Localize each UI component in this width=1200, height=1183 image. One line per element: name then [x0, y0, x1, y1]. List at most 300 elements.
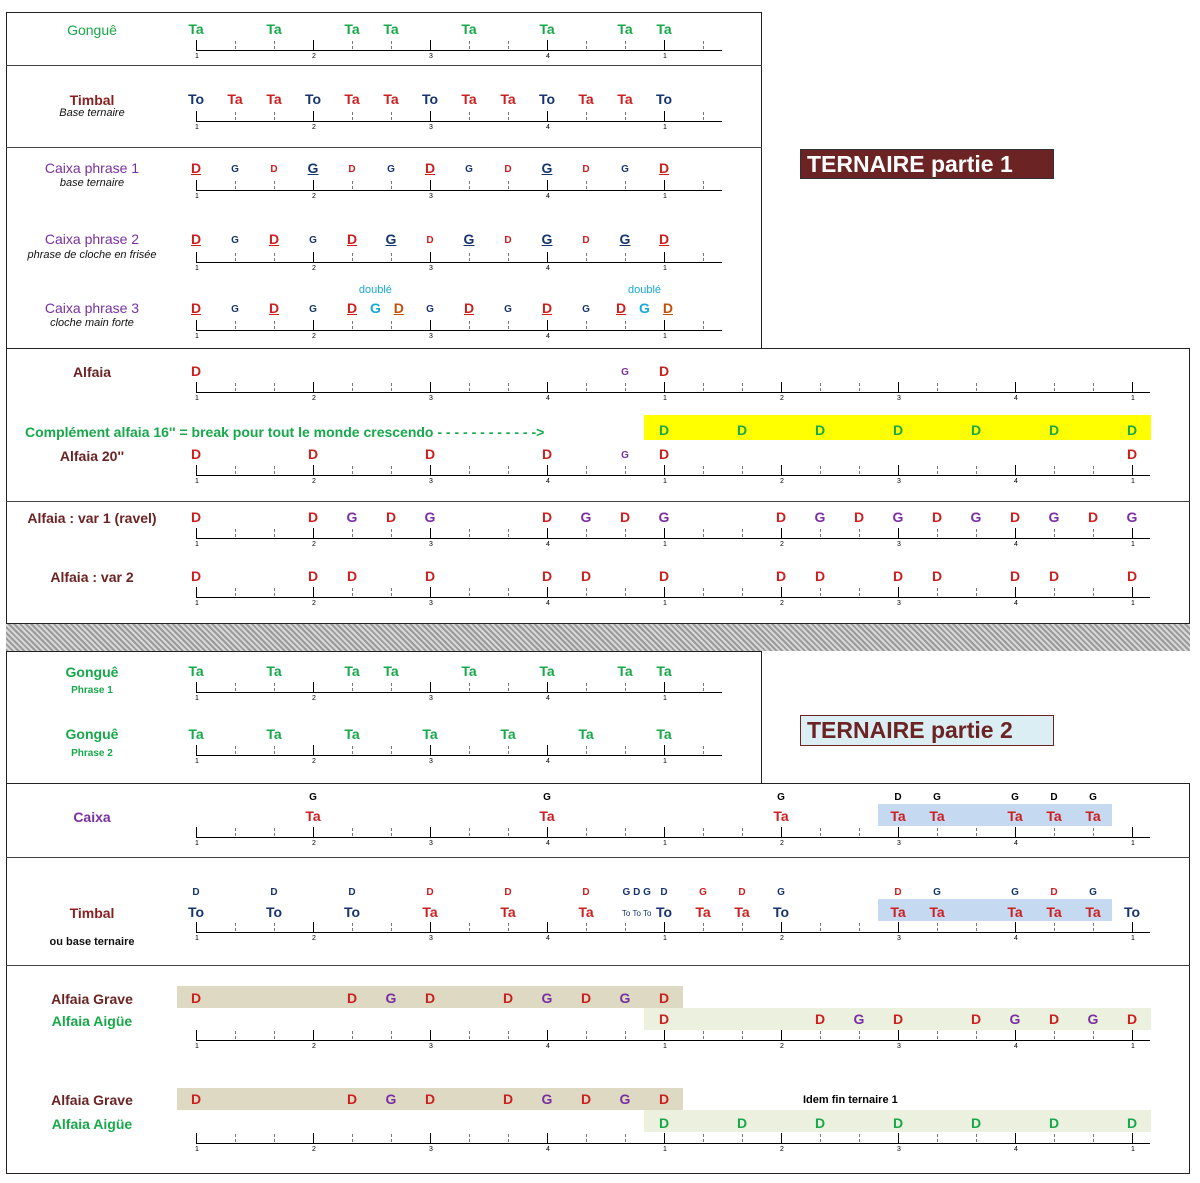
subdivision-tick [1054, 1134, 1055, 1142]
stroke-ta: Ta [539, 663, 555, 679]
beat-number: 2 [312, 265, 316, 272]
subdivision-tick [235, 923, 236, 931]
beat-tick [1132, 1133, 1133, 1143]
stroke-d: D [616, 300, 627, 316]
subdivision-tick [469, 1134, 470, 1142]
subdivision-tick [1093, 1031, 1094, 1039]
beat-tick [1132, 922, 1133, 932]
beat-number: 1 [663, 193, 667, 200]
stroke-to: To [421, 91, 439, 107]
stroke-d: D [660, 887, 668, 898]
beat-tick [430, 40, 431, 50]
stroke-g: G [504, 304, 512, 315]
stroke-to: To [265, 904, 283, 920]
stroke-d: D [190, 231, 202, 247]
stroke-ta: Ta [890, 904, 906, 920]
stroke-g: G [387, 164, 395, 175]
subdivision-tick [235, 683, 236, 691]
stroke-d: D [738, 887, 746, 898]
subdivision-tick [820, 923, 821, 931]
beat-number: 3 [897, 395, 901, 402]
stroke-d: D [736, 422, 748, 438]
stroke-to: To [1123, 904, 1141, 920]
subdivision-tick [352, 1134, 353, 1142]
stroke-ta: Ta [344, 663, 360, 679]
beat-number: 1 [663, 1146, 667, 1153]
separator [6, 501, 1190, 502]
stroke-d: D [931, 509, 943, 525]
subdivision-tick [469, 41, 470, 49]
beat-tick [196, 465, 197, 475]
subdivision-tick [586, 1031, 587, 1039]
subdivision-tick [625, 321, 626, 329]
beat-tick [898, 528, 899, 538]
stroke-ta: Ta [929, 904, 945, 920]
stroke-d: D [348, 887, 356, 898]
subdivision-tick [625, 383, 626, 391]
subdivision-tick [703, 828, 704, 836]
beat-tick [898, 922, 899, 932]
beat-tick [547, 587, 548, 597]
stroke-ta: Ta [656, 663, 672, 679]
separator [6, 965, 1190, 966]
stroke-d: D [424, 990, 436, 1006]
stroke-d: D [582, 887, 590, 898]
subdivision-tick [508, 1031, 509, 1039]
stroke-d: D [658, 1091, 670, 1107]
beat-tick [313, 180, 314, 190]
stroke-ta: Ta [1046, 808, 1062, 824]
separator [6, 857, 1190, 858]
staff-line [196, 392, 1150, 393]
stroke-d: D [426, 235, 434, 246]
staff-line [196, 932, 1150, 933]
beat-tick [196, 320, 197, 330]
beat-tick [1015, 382, 1016, 392]
stroke-d: D [190, 160, 202, 176]
beat-number: 4 [1014, 935, 1018, 942]
beat-number: 1 [195, 265, 199, 272]
beat-tick [196, 180, 197, 190]
stroke-d: D [658, 363, 670, 379]
beat-tick [1015, 1133, 1016, 1143]
stroke-d: D [541, 509, 553, 525]
subdivision-tick [820, 529, 821, 537]
subdivision-tick [352, 588, 353, 596]
stroke-to: To [187, 91, 205, 107]
subdivision-tick [742, 466, 743, 474]
stroke-d: D [190, 509, 202, 525]
beat-tick [313, 40, 314, 50]
stroke-g: G [346, 509, 358, 525]
stroke-d: D [346, 1091, 358, 1107]
subdivision-tick [274, 383, 275, 391]
beat-tick [898, 382, 899, 392]
stroke-g: G [231, 235, 239, 246]
stroke-ta: Ta [461, 663, 477, 679]
subdivision-tick [976, 828, 977, 836]
stroke-d: D [190, 446, 202, 462]
subdivision-tick [1093, 1134, 1094, 1142]
subdivision-tick [391, 321, 392, 329]
subdivision-tick [625, 1031, 626, 1039]
subdivision-tick [508, 41, 509, 49]
stroke-g: G [853, 1011, 865, 1027]
stroke-d: D [814, 1011, 826, 1027]
beat-tick [898, 1133, 899, 1143]
subdivision-tick [508, 529, 509, 537]
beat-number: 2 [780, 1043, 784, 1050]
stroke-ta: Ta [617, 663, 633, 679]
subdivision-tick [703, 466, 704, 474]
stroke-to: To [538, 91, 556, 107]
subdivision-tick [352, 529, 353, 537]
subdivision-tick [625, 588, 626, 596]
beat-tick [664, 465, 665, 475]
stroke-ta: Ta [539, 21, 555, 37]
beat-number: 2 [780, 1146, 784, 1153]
stroke-g: G [309, 792, 317, 803]
beat-tick [196, 1133, 197, 1143]
stroke-g: G [933, 792, 941, 803]
stroke-ta: Ta [383, 21, 399, 37]
subdivision-tick [508, 253, 509, 261]
beat-number: 3 [429, 124, 433, 131]
beat-tick [547, 180, 548, 190]
subdivision-tick [625, 683, 626, 691]
staff-line [196, 50, 722, 51]
stroke-d: D [894, 887, 902, 898]
stroke-g: G [582, 304, 590, 315]
p2-timbal-sub: ou base ternaire [49, 936, 135, 948]
beat-number: 1 [1131, 478, 1135, 485]
beat-tick [313, 382, 314, 392]
beat-number: 4 [546, 193, 550, 200]
p2-grave-label-1: Alfaia Grave [51, 991, 133, 1007]
beat-tick [664, 827, 665, 837]
subdivision-tick [742, 529, 743, 537]
stroke-g: G [463, 231, 475, 247]
subdivision-tick [976, 383, 977, 391]
doubled-note: doublé [358, 284, 392, 296]
beat-number: 1 [663, 124, 667, 131]
section-divider [6, 624, 1190, 651]
stroke-d: D [775, 509, 787, 525]
beat-tick [313, 745, 314, 755]
subdivision-tick [469, 588, 470, 596]
beat-tick [430, 827, 431, 837]
subdivision-tick [391, 828, 392, 836]
stroke-d: D [393, 300, 404, 316]
stroke-ta: Ta [422, 904, 438, 920]
subdivision-tick [820, 828, 821, 836]
stroke-d: D [1126, 422, 1138, 438]
beat-number: 1 [663, 541, 667, 548]
subdivision-tick [508, 181, 509, 189]
complement-label: Complément alfaia 16'' = break pour tout le monde crescendo - - - - - - - - - - - -> [25, 424, 545, 440]
beat-tick [196, 40, 197, 50]
stroke-d: D [582, 235, 590, 246]
subdivision-tick [1054, 466, 1055, 474]
beat-tick [1015, 827, 1016, 837]
subdivision-tick [235, 181, 236, 189]
stroke-ta: Ta [344, 21, 360, 37]
beat-tick [430, 382, 431, 392]
beat-number: 2 [780, 840, 784, 847]
subdivision-tick [625, 1134, 626, 1142]
stroke-ta: Ta [227, 91, 243, 107]
beat-number: 4 [1014, 840, 1018, 847]
subdivision-tick [391, 1031, 392, 1039]
stroke-ta: Ta [500, 726, 516, 742]
beat-number: 1 [663, 600, 667, 607]
subdivision-tick [235, 1031, 236, 1039]
subdivision-tick [586, 923, 587, 931]
beat-number: 4 [546, 1146, 550, 1153]
stroke-g: G [1089, 887, 1097, 898]
stroke-g: G [619, 1091, 631, 1107]
subdivision-tick [469, 828, 470, 836]
beat-number: 3 [429, 840, 433, 847]
beat-number: 4 [1014, 478, 1018, 485]
beat-tick [664, 320, 665, 330]
stroke-to: To [343, 904, 361, 920]
caixa1-sub: base ternaire [59, 177, 125, 189]
subdivision-tick [703, 383, 704, 391]
beat-number: 1 [663, 840, 667, 847]
stroke-d: D [1087, 509, 1099, 525]
subdivision-tick [625, 112, 626, 120]
beat-tick [781, 465, 782, 475]
stroke-d: D [504, 235, 512, 246]
subdivision-tick [391, 41, 392, 49]
beat-tick [430, 745, 431, 755]
beat-number: 1 [1131, 935, 1135, 942]
beat-tick [313, 1133, 314, 1143]
beat-tick [547, 465, 548, 475]
stroke-d: D [658, 568, 670, 584]
beat-number: 2 [312, 478, 316, 485]
beat-tick [664, 922, 665, 932]
subdivision-tick [976, 588, 977, 596]
beat-tick [430, 528, 431, 538]
subdivision-tick [937, 923, 938, 931]
subdivision-tick [469, 746, 470, 754]
beat-tick [547, 320, 548, 330]
beat-tick [196, 922, 197, 932]
alfaia20-label: Alfaia 20'' [59, 448, 125, 464]
stroke-d: D [426, 887, 434, 898]
beat-number: 2 [780, 600, 784, 607]
beat-tick [313, 111, 314, 121]
subdivision-tick [391, 923, 392, 931]
caixa3-sub: cloche main forte [50, 317, 134, 329]
stroke-d: D [658, 1011, 670, 1027]
subdivision-tick [274, 588, 275, 596]
beat-tick [313, 587, 314, 597]
subdivision-tick [352, 746, 353, 754]
subdivision-tick [508, 683, 509, 691]
beat-tick [664, 1133, 665, 1143]
subdivision-tick [352, 466, 353, 474]
beat-tick [313, 528, 314, 538]
subdivision-tick [391, 1134, 392, 1142]
subdivision-tick [937, 588, 938, 596]
stroke-g: G [777, 792, 785, 803]
beat-tick [313, 465, 314, 475]
beat-number: 2 [312, 600, 316, 607]
stroke-d: D [1126, 1011, 1138, 1027]
stroke-to: To [304, 91, 322, 107]
beat-number: 4 [546, 265, 550, 272]
stroke-d: D [346, 990, 358, 1006]
stroke-ta: Ta [1007, 904, 1023, 920]
subdivision-tick [976, 1031, 977, 1039]
timbal-roll-highlight [878, 899, 1112, 921]
beat-number: 3 [897, 600, 901, 607]
subdivision-tick [820, 588, 821, 596]
subdivision-tick [235, 112, 236, 120]
beat-number: 1 [195, 541, 199, 548]
subdivision-tick [508, 112, 509, 120]
beat-number: 1 [1131, 1146, 1135, 1153]
subdivision-tick [703, 746, 704, 754]
stroke-d: D [190, 363, 202, 379]
stroke-d: D [853, 509, 865, 525]
stroke-g: G [1011, 887, 1019, 898]
subdivision-tick [625, 923, 626, 931]
beat-number: 2 [312, 333, 316, 340]
beat-number: 1 [663, 333, 667, 340]
subdivision-tick [508, 321, 509, 329]
beat-number: 1 [195, 124, 199, 131]
subdivision-tick [820, 383, 821, 391]
stroke-g: G [309, 235, 317, 246]
beat-tick [430, 1030, 431, 1040]
stroke-g: G [1126, 509, 1138, 525]
alfaia-label: Alfaia [72, 364, 112, 380]
subdivision-tick [352, 41, 353, 49]
stroke-d: D [814, 1115, 826, 1131]
stroke-to: To [772, 904, 790, 920]
beat-number: 2 [780, 478, 784, 485]
beat-tick [781, 1030, 782, 1040]
stroke-ta: Ta [422, 726, 438, 742]
beat-number: 1 [195, 1146, 199, 1153]
subdivision-tick [352, 112, 353, 120]
beat-tick [547, 382, 548, 392]
subdivision-tick [235, 828, 236, 836]
subdivision-tick [274, 41, 275, 49]
doubled-note: doublé [627, 284, 662, 296]
beat-tick [781, 827, 782, 837]
beat-tick [898, 587, 899, 597]
subdivision-tick [703, 253, 704, 261]
beat-tick [547, 1133, 548, 1143]
stroke-g: G [309, 304, 317, 315]
subdivision-tick [586, 683, 587, 691]
subdivision-tick [1054, 828, 1055, 836]
subdivision-tick [703, 683, 704, 691]
beat-number: 2 [312, 695, 316, 702]
beat-number: 1 [195, 935, 199, 942]
beat-tick [196, 682, 197, 692]
stroke-d: D [348, 164, 356, 175]
subdivision-tick [508, 1134, 509, 1142]
stroke-ta: Ta [344, 91, 360, 107]
beat-tick [664, 40, 665, 50]
subdivision-tick [274, 1134, 275, 1142]
subdivision-tick [274, 253, 275, 261]
subdivision-tick [859, 466, 860, 474]
idem-note: Idem fin ternaire 1 [803, 1094, 898, 1106]
stroke-d: D [504, 164, 512, 175]
stroke-d: D [892, 568, 904, 584]
subdivision-tick [274, 683, 275, 691]
beat-number: 1 [663, 695, 667, 702]
beat-number: 4 [546, 1043, 550, 1050]
stroke-d: D [502, 1091, 514, 1107]
beat-number: 4 [546, 53, 550, 60]
beat-number: 2 [312, 840, 316, 847]
subdivision-tick [586, 321, 587, 329]
stroke-ta: Ta [578, 91, 594, 107]
beat-tick [1015, 528, 1016, 538]
beat-tick [1015, 922, 1016, 932]
stroke-ta: Ta [500, 904, 516, 920]
stroke-ta: Ta [461, 21, 477, 37]
subdivision-tick [352, 683, 353, 691]
subdivision-tick [1093, 383, 1094, 391]
caixa2-label: Caixa phrase 2 [44, 231, 140, 247]
subdivision-tick [625, 529, 626, 537]
stroke-d: D [931, 568, 943, 584]
stroke-g: G [541, 231, 553, 247]
stroke-d: D [270, 164, 278, 175]
staff-line [196, 262, 722, 263]
subdivision-tick [742, 828, 743, 836]
beat-tick [313, 682, 314, 692]
subdivision-tick [586, 588, 587, 596]
beat-number: 3 [429, 600, 433, 607]
subdivision-tick [625, 181, 626, 189]
beat-tick [664, 1030, 665, 1040]
beat-number: 3 [429, 695, 433, 702]
stroke-d: D [1126, 568, 1138, 584]
stroke-to: To [655, 904, 673, 920]
stroke-g: G [1009, 1011, 1021, 1027]
subdivision-tick [352, 181, 353, 189]
stroke-ta: Ta [500, 91, 516, 107]
subdivision-tick [469, 923, 470, 931]
subdivision-tick [274, 181, 275, 189]
beat-number: 4 [546, 840, 550, 847]
beat-number: 3 [429, 935, 433, 942]
subdivision-tick [1054, 588, 1055, 596]
subdivision-tick [352, 253, 353, 261]
subdivision-tick [274, 828, 275, 836]
stroke-d: D [1126, 446, 1138, 462]
beat-tick [1132, 528, 1133, 538]
stroke-d: D [270, 887, 278, 898]
subdivision-tick [586, 112, 587, 120]
beat-number: 4 [546, 935, 550, 942]
beat-number: 4 [546, 695, 550, 702]
stroke-d: D [658, 160, 670, 176]
stroke-ta: Ta [266, 91, 282, 107]
subdivision-tick [586, 746, 587, 754]
beat-tick [664, 587, 665, 597]
